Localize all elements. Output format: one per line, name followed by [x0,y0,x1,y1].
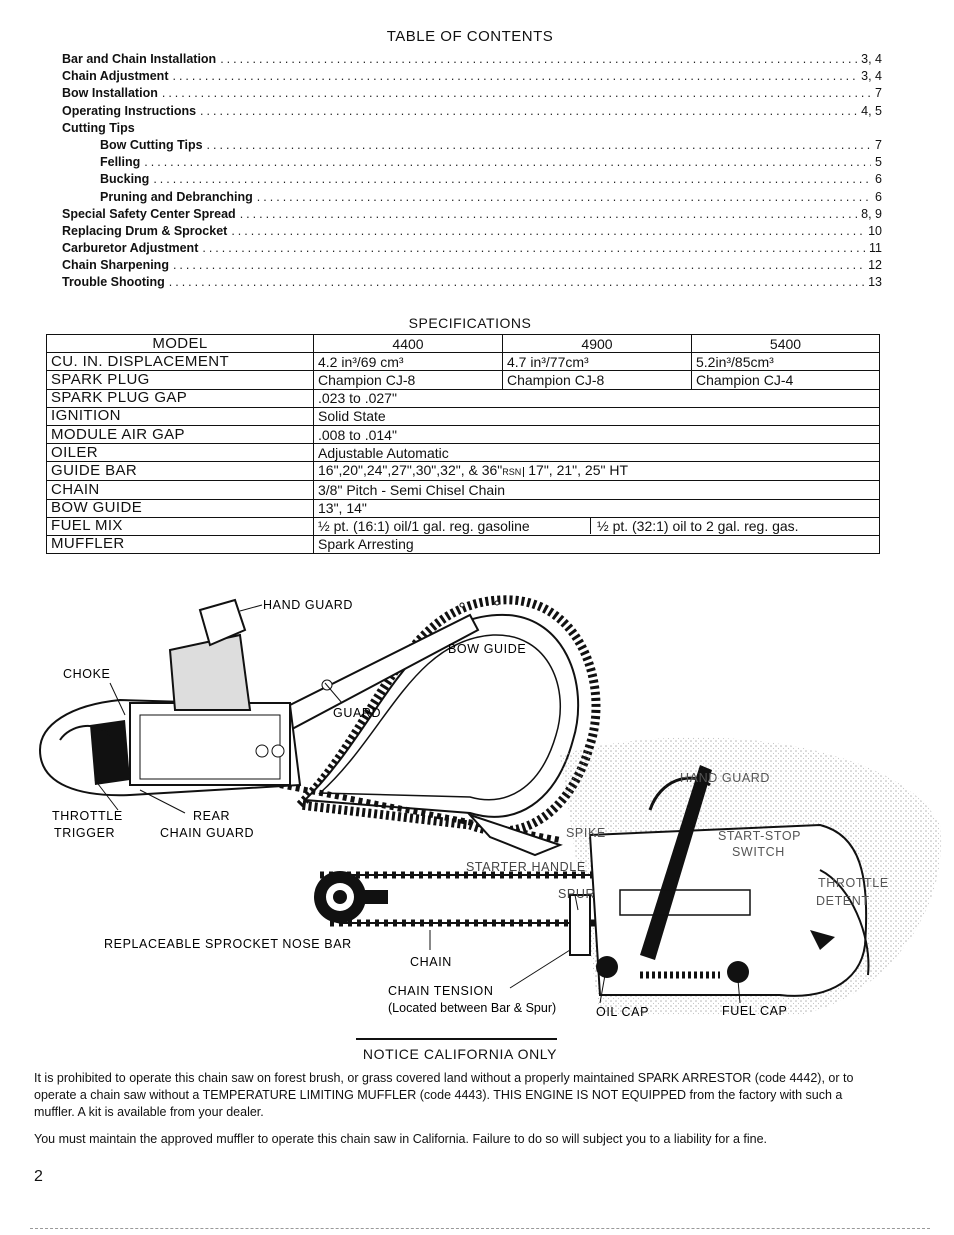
label-hand-guard-lower: HAND GUARD [680,771,771,785]
toc-entry [62,104,882,121]
toc-entry [62,52,882,69]
table-row [47,389,880,407]
toc-list [62,52,882,293]
label-chain-tension: CHAIN TENSION [388,984,494,998]
row-label: SPARK PLUG GAP [47,389,314,407]
label-spur: SPUR [558,887,596,901]
toc-entry-label: Carburetor Adjustment [62,241,199,256]
label-guard: GUARD [333,706,382,720]
notice-paragraph-1: It is prohibited to operate this chain saw on forest brush, or grass covered land without a properly maintained SPARK ARRESTOR (code 4442), or to operate a chain saw without a TEMPERATURE LIMITING MUFFLER (code 4443). THIS ENGINE IS NOT EQUIPPED from the factory with such a muffler. A kit is available from your dealer. [34,1071,854,1119]
table-row [47,462,880,481]
row-label: CHAIN [47,481,314,499]
fuel-mix-32-1: ½ pt. (32:1) oil to 2 gal. reg. gas. [597,518,799,535]
row-label: SPARK PLUG [47,371,314,389]
toc-entry [62,121,882,138]
table-row [47,535,880,553]
label-throttle-detent: THROTTLE [818,876,889,890]
toc-title: TABLE OF CONTENTS [386,28,554,45]
toc-entry [62,275,882,292]
table-cell: .008 to .014" [314,425,880,443]
notice-title: NOTICE CALIFORNIA ONLY [362,1046,558,1062]
guide-bar-ht-sizes: 17", 21", 25" HT [528,462,629,479]
table-cell: 3/8" Pitch - Semi Chisel Chain [314,481,880,499]
specifications-table [46,334,880,554]
notice-rule [356,1038,557,1040]
row-label: BOW GUIDE [47,499,314,517]
guide-bar-rsn-sizes: 16",20",24",27",30",32", & 36" [318,462,503,479]
toc-entry [62,224,882,241]
table-cell: Solid State [314,407,880,425]
toc-entry [62,138,882,155]
notice-paragraph-2: You must maintain the approved muffler to operate this chain saw in California. Failure to do so will subject you to a liability for a fine. [34,1132,768,1146]
toc-entry-page: 10 [868,223,882,238]
table-cell: Champion CJ-8 [503,371,692,389]
toc-entry [62,155,882,172]
row-label: GUIDE BAR [47,462,314,481]
toc-entry-page: 11 [869,241,882,256]
table-cell: 4.2 in³/69 cm³ [314,353,503,371]
label-choke: CHOKE [63,667,111,681]
bow-saw-illustration [40,600,596,855]
toc-entry-label: Chain Sharpening [62,258,169,273]
label-replaceable-sprocket: REPLACEABLE SPROCKET NOSE BAR [104,937,352,951]
toc-entry-label: Replacing Drum & Sprocket [62,223,228,238]
table-cell: 13", 14" [314,499,880,517]
label-start-stop: START-STOP [718,829,802,843]
table-row [47,499,880,517]
bottom-rule [30,1228,930,1229]
table-cell: Champion CJ-8 [314,371,503,389]
table-row [47,353,880,371]
table-cell: Spark Arresting [314,535,880,553]
model-5400: 5400 [692,335,880,353]
label-switch: SWITCH [732,845,785,859]
fuel-mix-16-1: ½ pt. (16:1) oil/1 gal. reg. gasoline [318,518,591,534]
table-row [47,371,880,389]
toc-entry-page: 13 [868,275,882,290]
toc-entry [62,69,882,86]
table-cell: 4.7 in³/77cm³ [503,353,692,371]
label-fuel-cap: FUEL CAP [722,1004,788,1018]
model-4400: 4400 [314,335,503,353]
toc-entry-label: Bar and Chain Installation [62,52,217,66]
toc-entry-page: 4, 5 [861,103,882,118]
bow-spike [470,815,560,855]
engine-top [170,635,250,710]
toc-entry-label: Bow Installation [62,86,158,101]
chainsaw-diagram [0,575,954,1035]
toc-entry-label: Bow Cutting Tips [100,137,203,152]
label-trigger: TRIGGER [54,826,116,840]
toc-entry-label: Pruning and Debranching [100,189,253,204]
label-throttle: THROTTLE [52,809,123,823]
table-cell [314,462,880,481]
label-rear: REAR [193,809,231,823]
table-cell: 5.2in³/85cm³ [692,353,880,371]
fuel-cap [727,961,749,983]
toc-entry-page: 3, 4 [861,52,882,66]
toc-entry-page: 6 [875,189,882,204]
toc-entry-page: 3, 4 [861,69,882,84]
toc-entry [62,207,882,224]
row-label: MUFFLER [47,535,314,553]
toc-entry [62,241,882,258]
toc-entry-page: 12 [868,258,882,273]
toc-entry-page: 6 [875,172,882,187]
toc-entry [62,86,882,103]
label-spike: SPIKE [566,826,606,840]
toc-entry-label: Operating Instructions [62,103,197,118]
toc-entry-page: 7 [875,86,882,101]
model-4900: 4900 [503,335,692,353]
oil-cap [596,956,618,978]
toc-entry-label: Trouble Shooting [62,275,165,290]
toc-entry-label: Felling [100,155,141,170]
toc-entry-page: 8, 9 [861,206,882,221]
table-cell: Adjustable Automatic [314,444,880,462]
label-chain-guard: CHAIN GUARD [160,826,255,840]
label-chain-tension-note: (Located between Bar & Spur) [388,1001,557,1015]
toc-entry [62,172,882,189]
toc-entry-page: 5 [875,155,882,170]
toc-entry-label: Bucking [100,172,150,187]
toc-entry-page: 7 [875,137,882,152]
label-oil-cap: OIL CAP [596,1005,650,1019]
label-hand-guard: HAND GUARD [263,598,354,612]
specifications-title: SPECIFICATIONS [408,315,532,331]
toc-entry-label: Special Safety Center Spread [62,206,236,221]
toc-entry-label: Chain Adjustment [62,69,169,84]
toc-entry-label: Cutting Tips [62,120,135,135]
table-row [47,517,880,535]
table-row [47,425,880,443]
table-row [47,407,880,425]
spur [570,895,590,955]
table-row [47,335,880,353]
page-number: 2 [34,1168,43,1185]
label-bow-guide: BOW GUIDE [448,642,527,656]
label-detent: DETENT [816,894,870,908]
label-chain: CHAIN [410,955,452,969]
rsn-suffix: RSN [502,467,524,477]
table-row [47,444,880,462]
row-label: CU. IN. DISPLACEMENT [47,353,314,371]
table-cell: Champion CJ-4 [692,371,880,389]
table-cell [314,517,880,535]
label-starter-handle: STARTER HANDLE [466,860,586,874]
row-label: MODULE AIR GAP [47,425,314,443]
toc-entry [62,258,882,275]
toc-entry [62,190,882,207]
row-label: OILER [47,444,314,462]
table-cell: .023 to .027" [314,389,880,407]
row-label: IGNITION [47,407,314,425]
model-header: MODEL [47,335,314,353]
table-row [47,481,880,499]
row-label: FUEL MIX [47,517,314,535]
